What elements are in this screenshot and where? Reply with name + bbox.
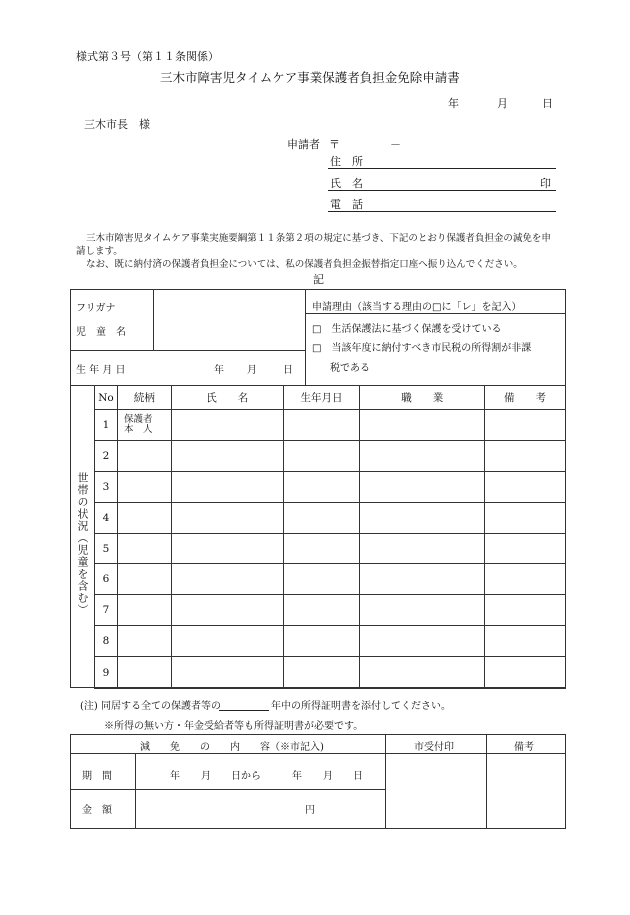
col-header-remarks: 備 考	[485, 386, 566, 410]
occupation-cell[interactable]	[360, 657, 485, 689]
name-cell[interactable]	[171, 472, 283, 503]
date-year-label: 年	[448, 97, 459, 110]
occupation-cell[interactable]	[360, 410, 485, 441]
relation-line-1: 保護者	[123, 414, 153, 425]
remarks-cell[interactable]	[485, 534, 566, 564]
body-paragraph-1a: 三木市障害児タイムケア事業実施要綱第１１条第２項の規定に基づき、下記のとおり保護者負担金の減免を申	[86, 233, 551, 244]
birth-cell[interactable]	[283, 534, 360, 564]
table-row	[95, 472, 566, 503]
occupation-cell[interactable]	[360, 564, 485, 595]
birth-cell[interactable]	[283, 595, 360, 626]
remarks-cell[interactable]	[485, 472, 566, 503]
birth-month: 月	[247, 365, 257, 376]
office-remarks-header: 備考	[514, 742, 534, 753]
col-header-birthdate: 生年月日	[283, 386, 360, 410]
occupation-cell[interactable]	[360, 472, 485, 503]
birth-cell[interactable]	[283, 626, 360, 657]
ki-mark: 記	[313, 273, 324, 286]
body-paragraph-1b: 請します。	[76, 246, 123, 257]
remarks-cell[interactable]	[485, 595, 566, 626]
addressee: 三木市長 様	[84, 118, 150, 131]
row-number: 8	[95, 626, 118, 657]
note-year-blank[interactable]	[219, 710, 269, 711]
row-number: 3	[95, 472, 118, 503]
period-from-month: 月	[201, 771, 211, 782]
name-cell[interactable]	[171, 534, 283, 564]
date-month-label: 月	[497, 97, 508, 110]
relation-cell[interactable]	[117, 657, 171, 689]
address-label: 住 所	[330, 155, 363, 168]
row-number: 4	[95, 503, 118, 534]
body-paragraph-2: なお、既に納付済の保護者負担金については、私の保護者負担金振替指定口座へ振り込んでください。	[86, 259, 523, 270]
relation-cell[interactable]	[117, 472, 171, 503]
remarks-cell[interactable]	[485, 657, 566, 689]
postal-dash: －	[390, 138, 401, 151]
reason-option-1[interactable]: □ 生活保護法に基づく保護を受けている	[312, 324, 502, 335]
relation-cell[interactable]	[117, 534, 171, 564]
date-day-label: 日	[542, 97, 553, 110]
col-header-name: 氏 名	[171, 386, 283, 410]
occupation-cell[interactable]	[360, 595, 485, 626]
name-cell[interactable]	[171, 595, 283, 626]
note-1-prefix: (注) 同居する全ての保護者等の	[80, 701, 221, 712]
remarks-cell[interactable]	[485, 410, 566, 441]
reason-header: 申請理由（該当する理由の□に「レ」を記入）	[312, 302, 522, 313]
relation-cell[interactable]	[117, 564, 171, 595]
birth-cell[interactable]	[283, 472, 360, 503]
occupation-cell[interactable]	[360, 534, 485, 564]
office-content-header: 減 免 の 内 容（※市記入)	[140, 742, 324, 753]
name-cell[interactable]	[171, 441, 283, 472]
reason-option-2[interactable]: □ 当該年度に納付すべき市民税の所得割が非課	[312, 343, 532, 354]
table-row	[95, 503, 566, 534]
period-from-day: 日から	[231, 771, 261, 782]
occupation-cell[interactable]	[360, 441, 485, 472]
col-header-relation: 続柄	[117, 386, 171, 410]
occupation-cell[interactable]	[360, 503, 485, 534]
name-cell[interactable]	[171, 564, 283, 595]
seal-mark: 印	[540, 177, 551, 190]
period-label: 期 間	[82, 771, 112, 782]
household-side-label: 世帯の状況（児童を含む）	[76, 472, 89, 616]
furigana-label: フリガナ	[76, 303, 116, 314]
birth-cell[interactable]	[283, 503, 360, 534]
birth-day: 日	[283, 365, 293, 376]
relation-cell[interactable]	[117, 441, 171, 472]
table-row	[95, 657, 566, 689]
col-header-no: No	[95, 386, 118, 410]
row-number: 6	[95, 564, 118, 595]
remarks-cell[interactable]	[485, 441, 566, 472]
period-from-year: 年	[170, 771, 180, 782]
relation-self-cell	[117, 410, 171, 441]
table-row	[95, 441, 566, 472]
period-to-day: 日	[353, 771, 363, 782]
amount-unit: 円	[305, 805, 315, 816]
name-cell[interactable]	[171, 657, 283, 689]
row-number: 7	[95, 595, 118, 626]
amount-label: 金 額	[82, 805, 112, 816]
remarks-cell[interactable]	[485, 503, 566, 534]
name-cell[interactable]	[171, 410, 283, 441]
period-to-month: 月	[323, 771, 333, 782]
birth-label: 生 年 月 日	[76, 365, 126, 376]
row-number: 1	[95, 410, 118, 441]
address-line[interactable]	[328, 168, 556, 169]
note-1-suffix: 年中の所得証明書を添付してください。	[271, 701, 451, 712]
birth-year: 年	[214, 365, 224, 376]
table-row	[95, 410, 566, 441]
table-row	[95, 626, 566, 657]
name-line[interactable]	[328, 190, 556, 191]
form-title: 三木市障害児タイムケア事業保護者負担金免除申請書	[160, 70, 460, 85]
occupation-cell[interactable]	[360, 626, 485, 657]
note-2: ※所得の無い方・年金受給者等も所得証明書が必要です。	[104, 721, 364, 732]
birth-cell[interactable]	[283, 410, 360, 441]
remarks-cell[interactable]	[485, 626, 566, 657]
postal-mark: 〒	[329, 138, 340, 151]
relation-cell[interactable]	[117, 626, 171, 657]
name-cell[interactable]	[171, 503, 283, 534]
applicant-label: 申請者	[287, 138, 320, 151]
phone-line[interactable]	[328, 211, 556, 212]
phone-label: 電 話	[330, 198, 363, 211]
row-number: 9	[95, 657, 118, 689]
reason-option-2-cont: 税である	[330, 363, 370, 374]
relation-line-2: 本 人	[123, 424, 153, 435]
birth-cell[interactable]	[283, 657, 360, 689]
period-to-year: 年	[292, 771, 302, 782]
remarks-cell[interactable]	[485, 564, 566, 595]
household-grid	[94, 385, 566, 689]
birth-cell[interactable]	[283, 564, 360, 595]
birth-cell[interactable]	[283, 441, 360, 472]
table-row	[95, 534, 566, 564]
stamp-header: 市受付印	[414, 742, 454, 753]
name-label: 氏 名	[330, 177, 363, 190]
child-name-label: 児 童 名	[76, 327, 126, 338]
row-number: 5	[95, 534, 118, 564]
col-header-occupation: 職 業	[360, 386, 485, 410]
form-number: 様式第３号（第１１条関係）	[76, 50, 219, 63]
relation-cell[interactable]	[117, 503, 171, 534]
row-number: 2	[95, 441, 118, 472]
relation-cell[interactable]	[117, 595, 171, 626]
table-row	[95, 595, 566, 626]
table-row	[95, 564, 566, 595]
name-cell[interactable]	[171, 626, 283, 657]
